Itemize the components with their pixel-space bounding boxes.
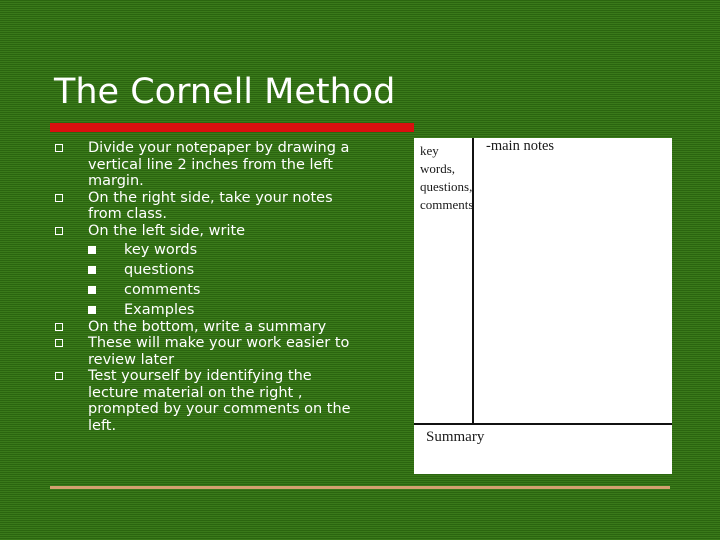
cornell-notes-diagram — [414, 138, 672, 474]
cue-label-line: words, — [420, 161, 456, 176]
bullet-text: These will make your work easier to review later — [88, 335, 350, 368]
hollow-square-bullet-icon — [55, 372, 63, 380]
sub-bullet-text: Examples — [124, 302, 195, 318]
filled-square-bullet-icon — [88, 266, 96, 274]
cue-column-label — [420, 142, 473, 214]
bullet-text: Divide your notepaper by drawing a vertical line 2 inches from the left margin. — [88, 140, 350, 189]
cue-label-line: comments — [420, 197, 474, 212]
bullet-item — [52, 190, 352, 223]
main-notes-label: -main notes — [486, 138, 555, 154]
sub-bullet-text: questions — [124, 262, 195, 278]
hollow-square-bullet-icon — [55, 194, 63, 202]
footer-divider — [50, 486, 670, 489]
sub-bullet-text: key words — [124, 242, 198, 258]
bullet-text: Test yourself by identifying the lecture material on the right , prompted by your comments on the left. — [88, 368, 351, 434]
cue-label-line: questions, — [420, 179, 473, 194]
cue-label-line: key — [420, 143, 439, 158]
bullet-item — [52, 368, 352, 434]
sub-bullet-item — [88, 242, 352, 259]
sub-bullet-item — [88, 262, 352, 279]
filled-square-bullet-icon — [88, 286, 96, 294]
filled-square-bullet-icon — [88, 246, 96, 254]
bullet-text: On the left side, write — [88, 222, 246, 239]
hollow-square-bullet-icon — [55, 323, 63, 331]
summary-label: Summary — [426, 429, 485, 445]
bullet-text: On the bottom, write a summary — [88, 318, 327, 335]
hollow-square-bullet-icon — [55, 144, 63, 152]
bullet-item — [52, 335, 352, 368]
bullet-item — [52, 223, 352, 319]
filled-square-bullet-icon — [88, 306, 96, 314]
sub-bullet-text: comments — [124, 282, 201, 298]
title-underline — [50, 123, 414, 132]
slide-title: The Cornell Method — [54, 72, 396, 112]
summary-divider — [414, 423, 672, 425]
bullet-list — [52, 140, 352, 434]
hollow-square-bullet-icon — [55, 227, 63, 235]
hollow-square-bullet-icon — [55, 339, 63, 347]
sub-bullet-item — [88, 282, 352, 299]
sub-bullet-list — [88, 242, 352, 319]
bullet-text: On the right side, take your notes from class. — [88, 189, 333, 222]
bullet-item — [52, 140, 352, 190]
bullet-item — [52, 319, 352, 336]
sub-bullet-item — [88, 302, 352, 319]
